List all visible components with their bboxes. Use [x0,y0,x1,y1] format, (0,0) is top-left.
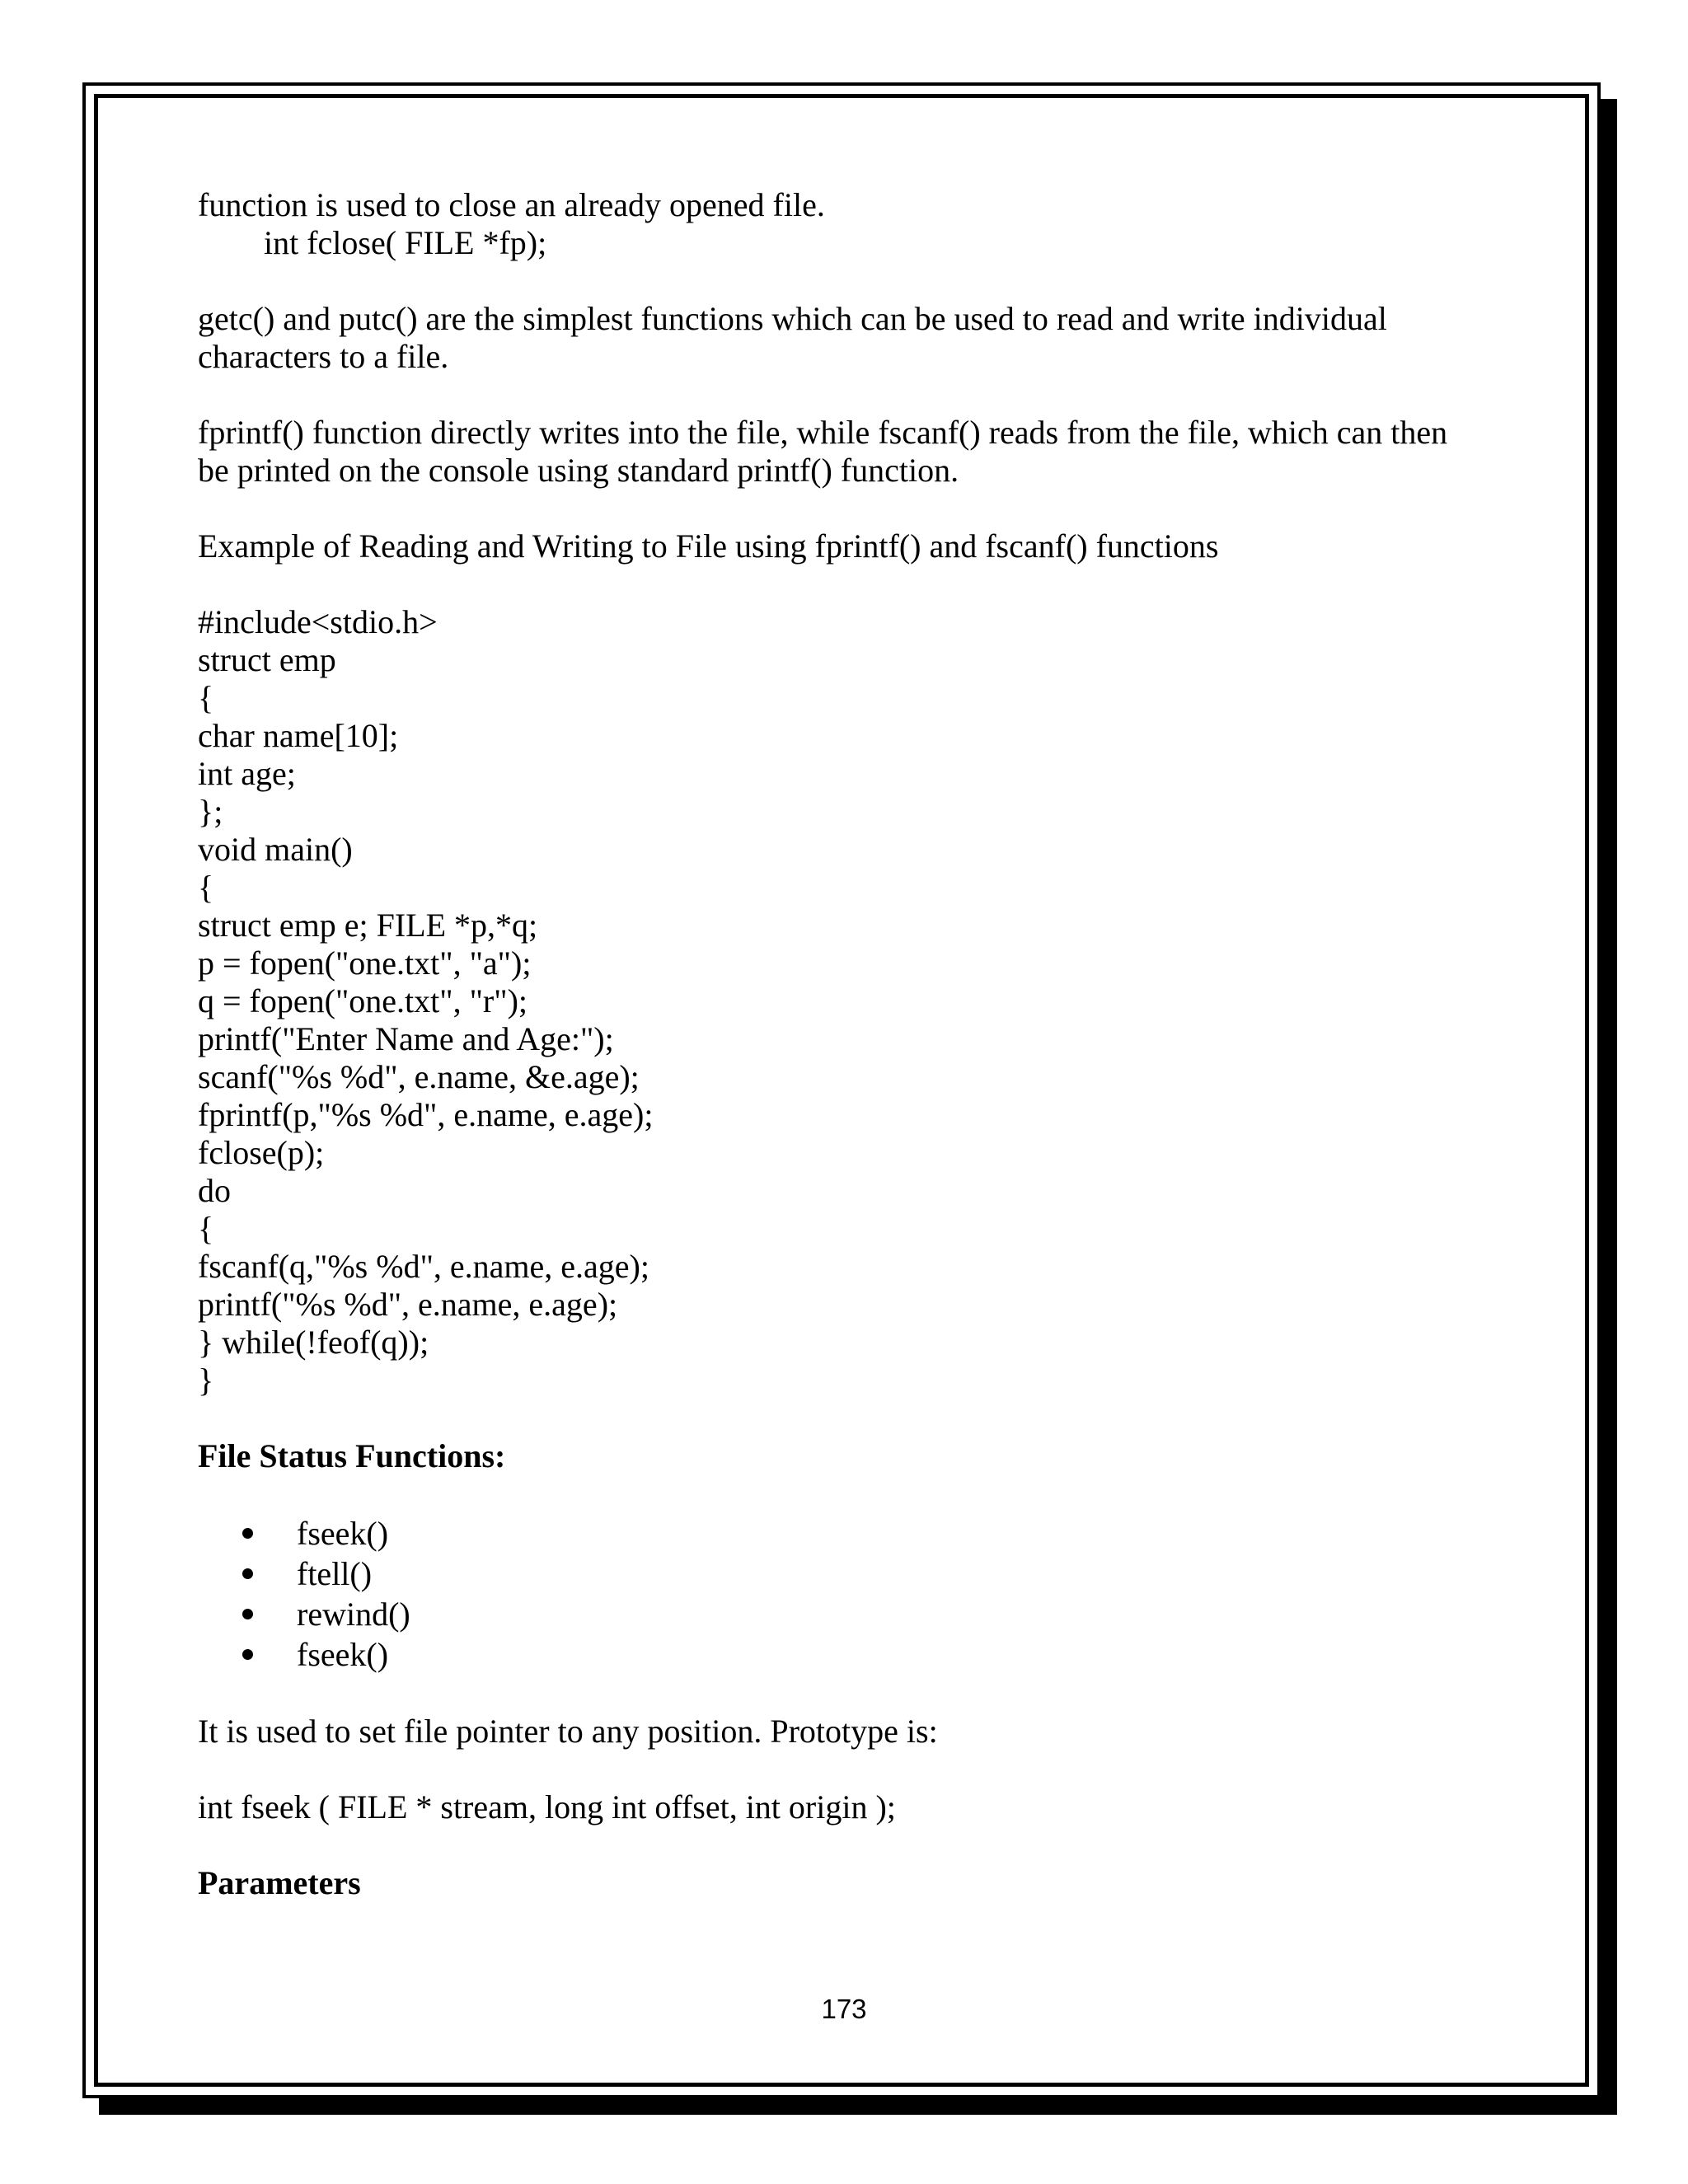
list-item-label: fseek() [297,1515,389,1552]
code-line: fclose(p); [198,1134,325,1171]
bullet-icon [242,1649,253,1660]
code-line: #include<stdio.h> [198,603,438,640]
code-line: do [198,1172,231,1209]
code-line: fprintf(p,"%s %d", e.name, e.age); [198,1096,654,1133]
list-item [242,1513,1533,1554]
code-line: } [198,1361,214,1399]
list-item [242,1634,1533,1675]
code-block [198,603,1533,1399]
code-line: q = fopen("one.txt", "r"); [198,982,528,1019]
bullet-icon [242,1528,253,1539]
code-line: }; [198,793,223,830]
list-item-label: ftell() [297,1555,373,1592]
list-item-label: fseek() [297,1636,389,1673]
fseek-description: It is used to set file pointer to any position. Prototype is: [198,1713,938,1750]
list-item [242,1594,1533,1634]
code-line: fscanf(q,"%s %d", e.name, e.age); [198,1248,649,1285]
bullet-icon [242,1568,253,1579]
list-item-label: rewind() [297,1596,410,1633]
code-line: { [198,679,214,716]
list-item [242,1554,1533,1594]
fprintf-paragraph-line1: fprintf() function directly writes into the file, while fscanf() reads from the file, which can then [198,414,1448,451]
page-number: 173 [821,1994,867,2024]
code-line: char name[10]; [198,717,399,754]
fseek-prototype: int fseek ( FILE * stream, long int offset, int origin ); [198,1788,896,1825]
code-line: printf("%s %d", e.name, e.age); [198,1286,618,1323]
code-line: scanf("%s %d", e.name, &e.age); [198,1058,640,1095]
status-functions-list [198,1513,1533,1675]
code-line: int age; [198,755,296,792]
page-content [198,186,1533,1902]
code-line: { [198,869,214,906]
example-heading: Example of Reading and Writing to File using fprintf() and fscanf() functions [198,527,1219,565]
code-line: p = fopen("one.txt", "a"); [198,944,532,982]
intro-text: function is used to close an already opened file. [198,186,825,223]
fclose-prototype: int fclose( FILE *fp); [264,224,547,261]
getc-putc-paragraph-line2: characters to a file. [198,338,449,375]
code-line: struct emp [198,641,336,678]
fprintf-paragraph-line2: be printed on the console using standard printf() function. [198,452,959,489]
bullet-icon [242,1609,253,1619]
status-functions-heading: File Status Functions: [198,1437,506,1474]
code-line: struct emp e; FILE *p,*q; [198,907,538,944]
getc-putc-paragraph-line1: getc() and putc() are the simplest functions which can be used to read and write individual [198,300,1387,337]
code-line: printf("Enter Name and Age:"); [198,1020,614,1057]
code-line: { [198,1210,214,1247]
parameters-heading: Parameters [198,1864,361,1901]
code-line: void main() [198,831,353,868]
code-line: } while(!feof(q)); [198,1324,429,1361]
